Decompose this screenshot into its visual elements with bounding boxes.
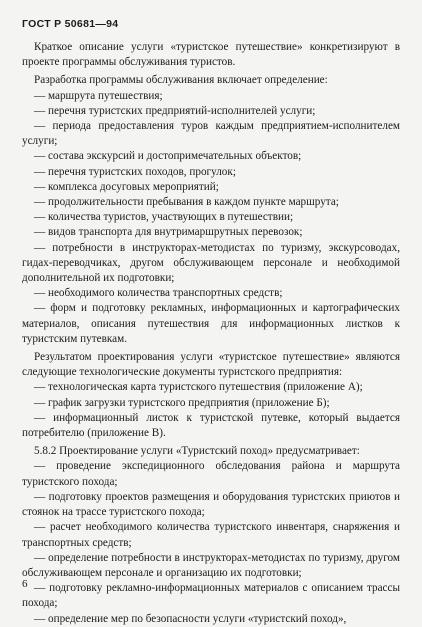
list-item: — технологическая карта туристского путешествия (приложение А);: [34, 381, 363, 394]
list-item: — перечня туристских походов, прогулок;: [34, 165, 236, 178]
page-number: 6: [22, 578, 28, 590]
page-header-standard-id: ГОСТ Р 50681—94: [22, 18, 119, 30]
list-item: — перечня туристских предприятий-исполнителей услуги;: [34, 104, 316, 117]
result-paragraph: Результатом проектирования услуги «туристское путешествие» являются следующие технологические документы туристского предприятия:: [22, 351, 400, 379]
section-5-8-2-paragraph: 5.8.2 Проектирование услуги «Туристский поход» предусматривает:: [34, 445, 360, 458]
document-body: [22, 40, 400, 627]
list-item: — количества туристов, участвующих в путешествии;: [34, 211, 294, 224]
list-item: — продолжительности пребывания в каждом пункте маршрута;: [34, 196, 339, 209]
list-item: — определение потребности в инструкторах-методистах по туризму, другом обслуживающем персонале и организацию их подготовки;: [22, 551, 400, 579]
program-definition-lead: Разработка программы обслуживания включает определение:: [34, 74, 328, 87]
list-item: — потребности в инструкторах-методистах по туризму, экскурсоводах, гидах-переводчиках, другом обслуживающем персонале и необходимой дополнительной их подготовки;: [22, 241, 400, 285]
list-item: — определение мер по безопасности услуги «туристский поход»,: [34, 612, 347, 625]
list-item: — видов транспорта для внутримаршрутных перевозок;: [34, 226, 303, 239]
list-item: — комплекса досуговых мероприятий;: [34, 180, 219, 193]
list-item: — проведение экспедиционного обследования района и маршрута туристского похода;: [22, 460, 400, 488]
list-item: — периода предоставления туров каждым предприятием-исполнителем услуги;: [22, 120, 400, 148]
list-item: — состава экскурсий и достопримечательных объектов;: [34, 150, 302, 163]
list-item: — график загрузки туристского предприятия (приложение Б);: [34, 396, 330, 409]
intro-paragraph: Краткое описание услуги «туристское путешествие» конкретизируют в проекте программы обслуживания туристов.: [22, 41, 400, 69]
list-item: — информационный листок к туристской путевке, который выдается потребителю (приложение В).: [22, 411, 400, 440]
list-item: — маршрута путешествия;: [34, 89, 163, 102]
list-item: — форм и подготовку рекламных, информационных и картографических материалов, описания путешествия для информационных листков к туристским путевкам.: [22, 302, 400, 345]
list-item: — подготовку рекламно-информационных материалов с описанием трассы похода;: [22, 582, 400, 610]
list-item: — необходимого количества транспортных средств;: [34, 287, 283, 300]
list-item: — подготовку проектов размещения и оборудования туристских приютов и стоянок на трассе туристского похода;: [22, 490, 400, 519]
list-item: — расчет необходимого количества туристского инвентаря, снаряжения и транспортных средств;: [22, 521, 400, 549]
